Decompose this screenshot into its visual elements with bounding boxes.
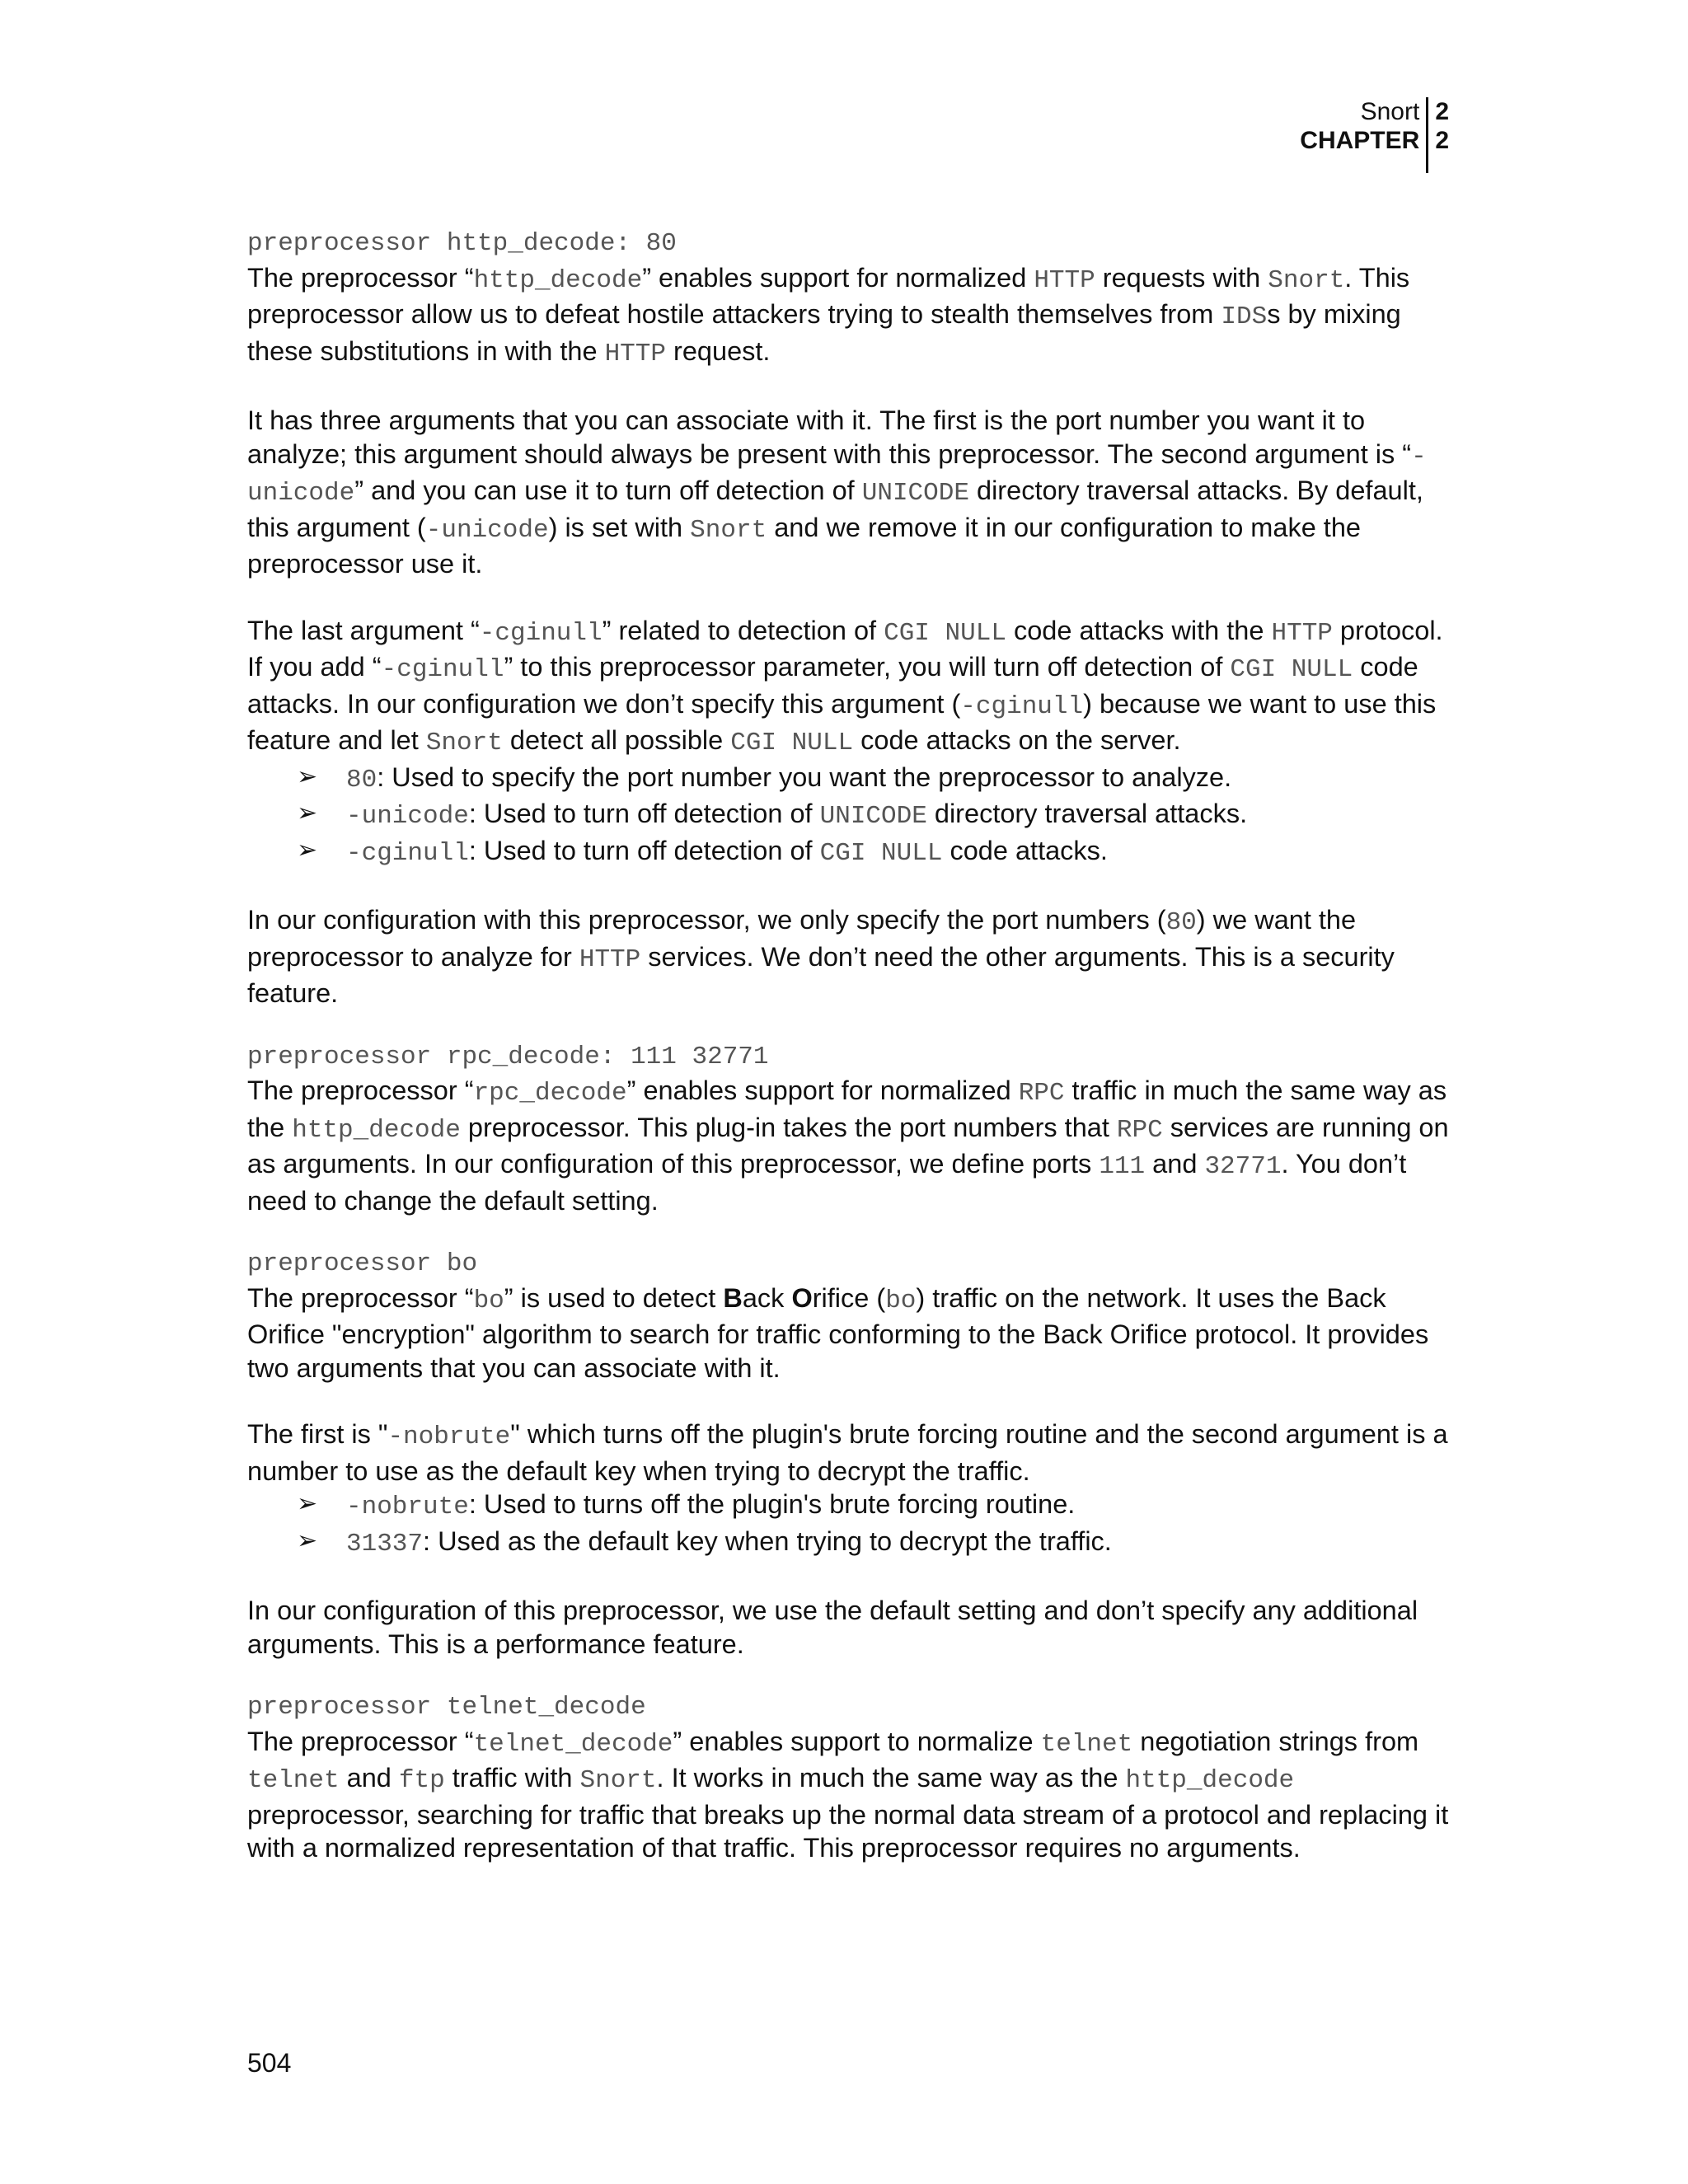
code-rpc-decode: preprocessor rpc_decode: 111 32771 xyxy=(247,1042,769,1071)
code-http-decode: preprocessor http_decode: 80 xyxy=(247,229,677,258)
code-bo: preprocessor bo xyxy=(247,1249,478,1278)
code-telnet-decode: preprocessor telnet_decode xyxy=(247,1693,646,1722)
running-header xyxy=(1300,97,1449,173)
page-body xyxy=(247,227,1459,1865)
paragraph-http-decode-arguments: It has three arguments that you can associate with it. The first is the port number you want it to analyze; this argument should always be present with this preprocessor. The second argument is “-unicode” and you can use it to turn off detection of UNICODE directory traversal attacks. By default, this argument (-unicode) is set with Snort and we remove it in our configuration to make the preprocessor use it. xyxy=(247,405,1427,579)
header-chapter-number-2: 2 xyxy=(1435,127,1449,154)
header-title: Snort xyxy=(1360,98,1420,125)
paragraph-http-decode-config: In our configuration with this preprocessor, we only specify the port numbers (80) we want the preprocessor to analyze for HTTP services. We don’t need the other arguments. This is a security feature. xyxy=(247,905,1395,1008)
paragraph-bo-arguments: The first is "-nobrute" which turns off the plugin's brute forcing routine and the second argument is a number to use as the default key when trying to decrypt the traffic. xyxy=(247,1419,1448,1486)
page-number: 504 xyxy=(247,2048,292,2078)
argument-list-http-decode xyxy=(247,761,1459,871)
paragraph-rpc-decode: The preprocessor “rpc_decode” enables support for normalized RPC traffic in much the same way as the http_decode preprocessor. This plug-in takes the port numbers that RPC services are running on as arguments. In our configuration of this preprocessor, we define ports 111 and 32771. You don’t need to change the default setting. xyxy=(247,1076,1449,1216)
paragraph-telnet-decode: The preprocessor “telnet_decode” enables support to normalize telnet negotiation strings from telnet and ftp traffic with Snort. It works in much the same way as the http_decode preprocessor, searching for traffic that breaks up the normal data stream of a protocol and replacing it with a normalized representation of that traffic. This preprocessor requires no arguments. xyxy=(247,1726,1449,1863)
list-item: ➢ -nobrute: Used to turns off the plugin's brute forcing routine. xyxy=(297,1488,1459,1525)
list-item: ➢ 80: Used to specify the port number you want the preprocessor to analyze. xyxy=(297,761,1459,798)
paragraph-bo-intro: The preprocessor “bo” is used to detect Back Orifice (bo) traffic on the network. It uses the Back Orifice "encryption" algorithm to search for traffic conforming to the Back Orifice protocol. It provides two arguments that you can associate with it. xyxy=(247,1282,1429,1383)
paragraph-cginull: The last argument “-cginull” related to detection of CGI NULL code attacks with the HTTP protocol. If you add “-cginull” to this preprocessor parameter, you will turn off detection of CGI NULL code attacks. In our configuration we don’t specify this argument (-cginull) because we want to use this feature and let Snort detect all possible CGI NULL code attacks on the server. xyxy=(247,615,1443,757)
argument-list-bo xyxy=(247,1488,1459,1561)
header-chapter-label: CHAPTER xyxy=(1300,127,1420,154)
paragraph-bo-config: In our configuration of this preprocessor, we use the default setting and don’t specify any additional arguments. This is a performance feature. xyxy=(247,1596,1418,1659)
list-item: ➢ -cginull: Used to turn off detection of CGI NULL code attacks. xyxy=(297,834,1459,871)
list-item: ➢ 31337: Used as the default key when trying to decrypt the traffic. xyxy=(297,1525,1459,1562)
header-chapter-number: 2 xyxy=(1435,98,1449,125)
list-item: ➢ -unicode: Used to turn off detection of UNICODE directory traversal attacks. xyxy=(297,797,1459,834)
paragraph-http-decode-intro: The preprocessor “http_decode” enables support for normalized HTTP requests with Snort. This preprocessor allow us to defeat hostile attackers trying to stealth themselves from IDSs by mixing these substitutions in with the HTTP request. xyxy=(247,262,1410,368)
